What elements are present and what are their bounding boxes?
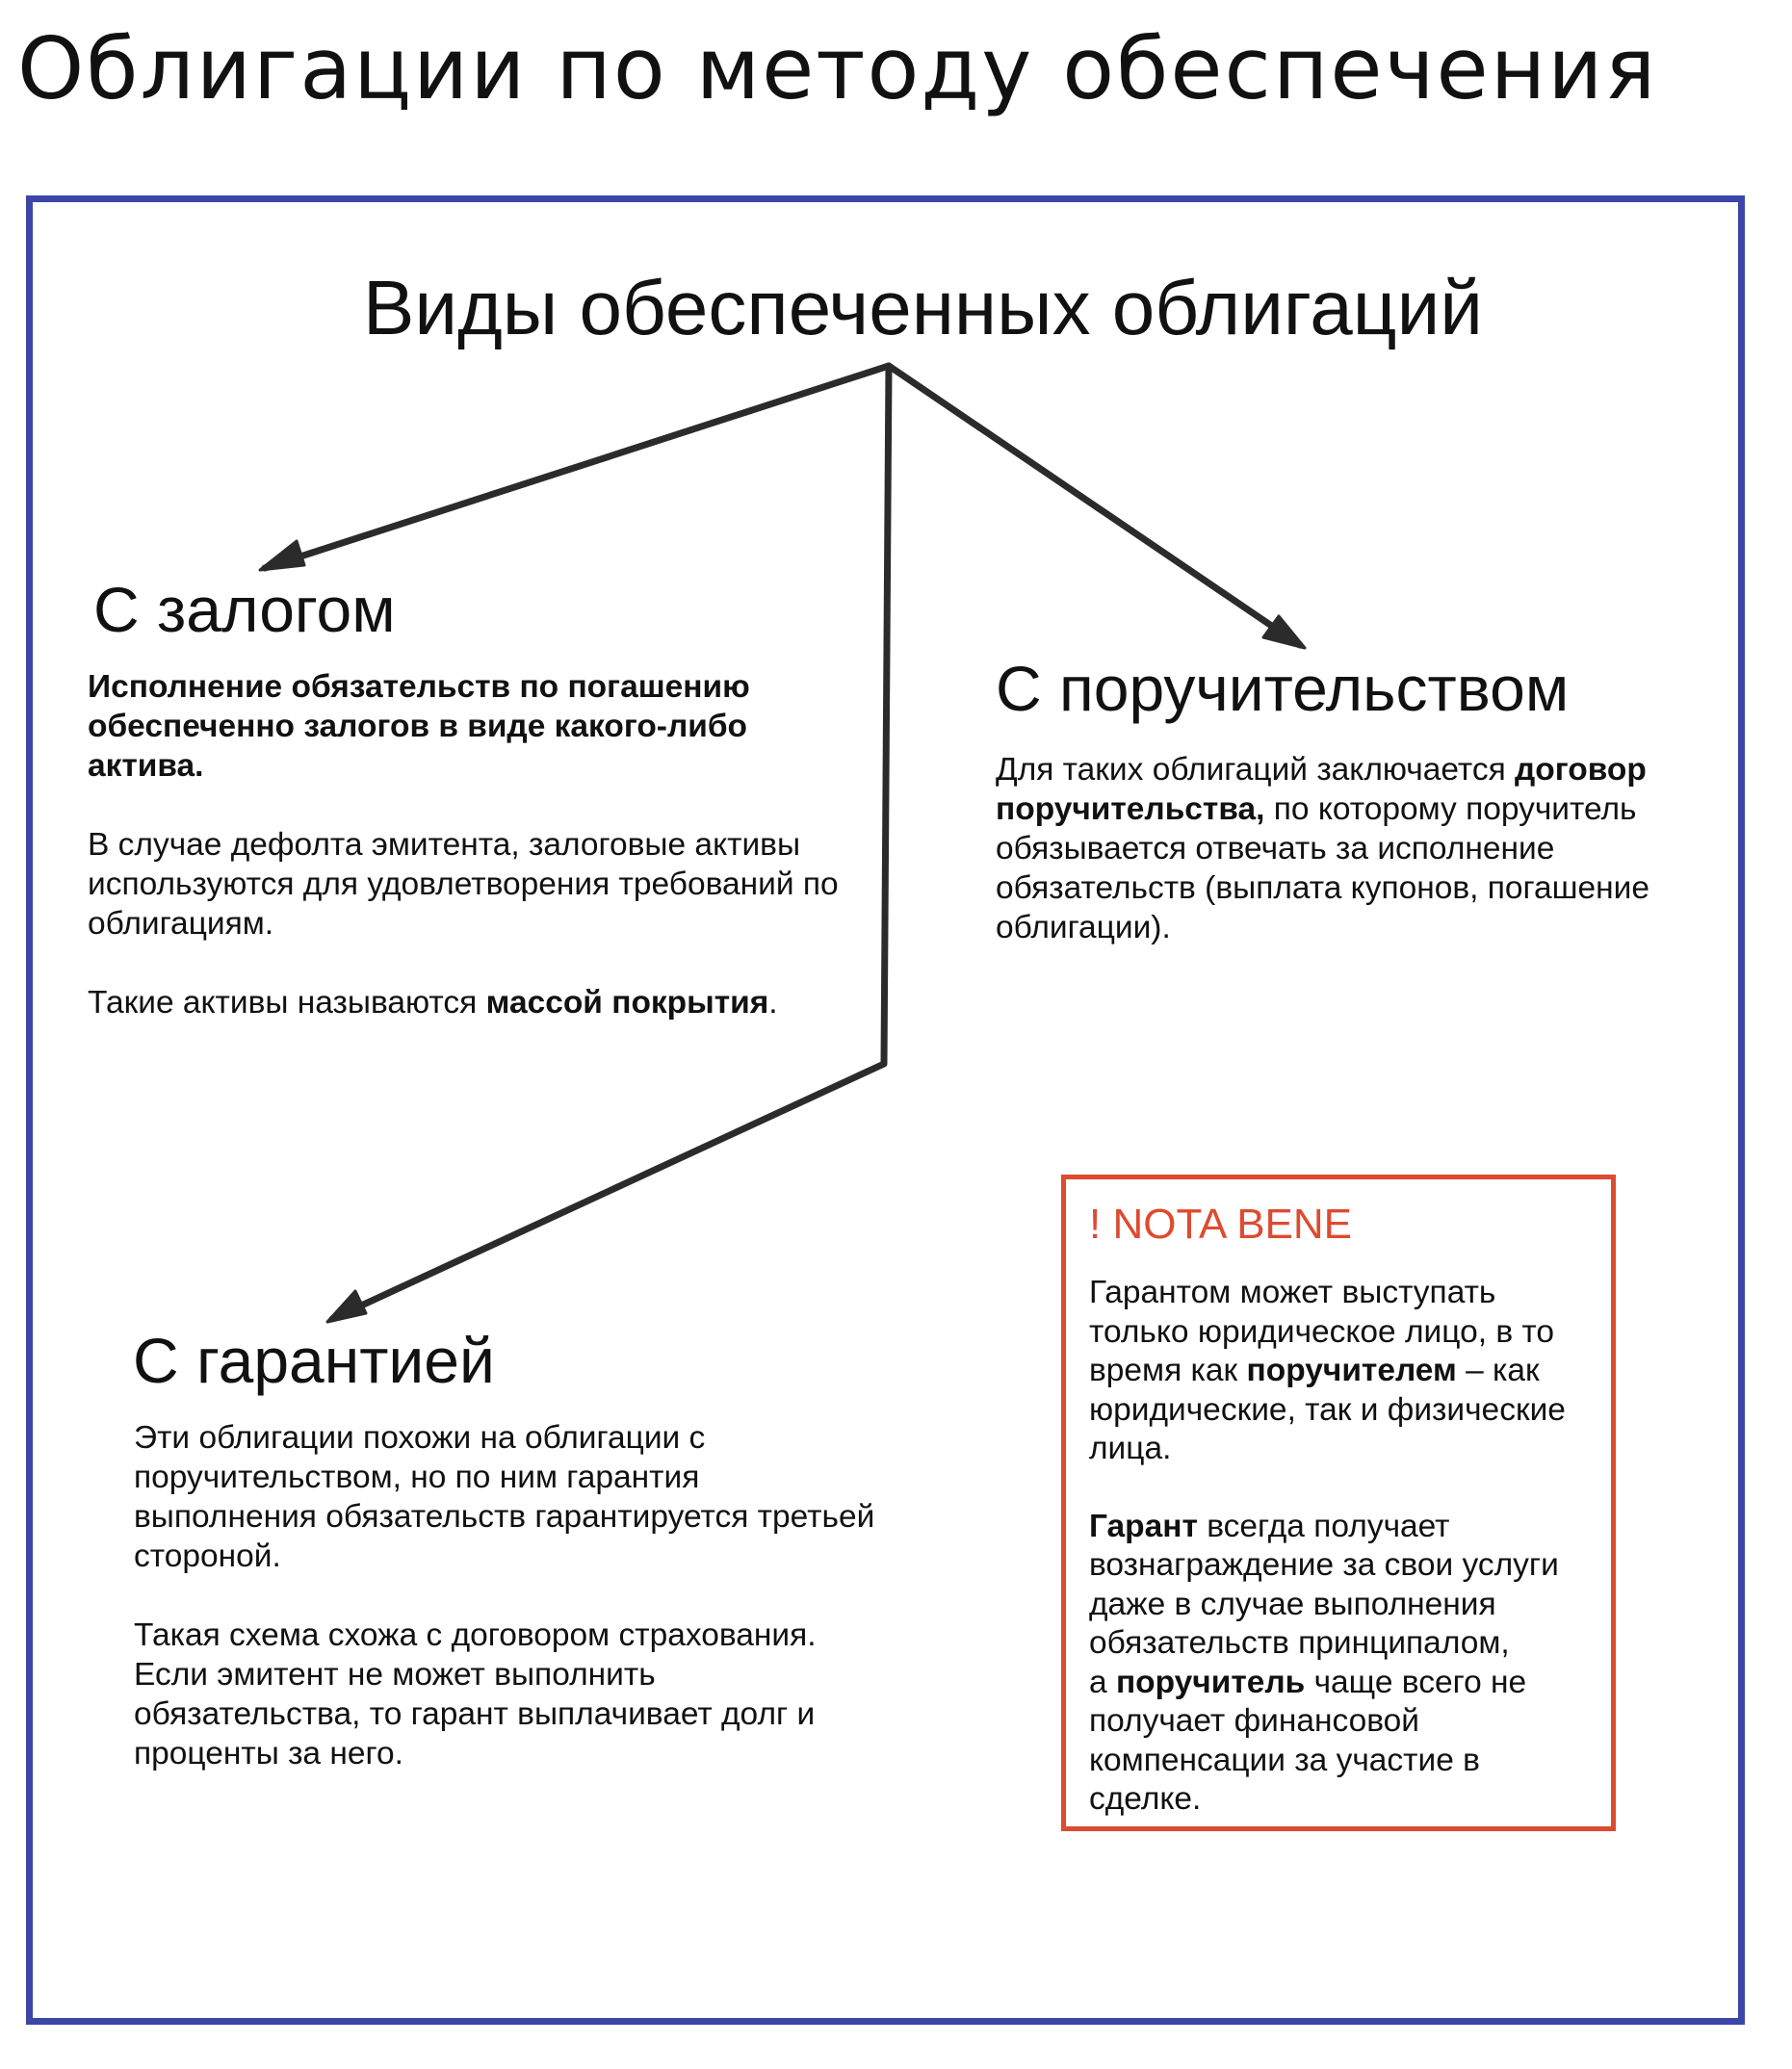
guarantee-title: С гарантией (133, 1325, 495, 1396)
surety-title: С поручительством (996, 653, 1570, 724)
guarantee-paragraph-1: Эти облигации похожи на облигации с поручительством, но по ним гарантия выполнения обязательств гарантируется третьей стороной. (134, 1420, 875, 1574)
arrowhead-guarantee (327, 1291, 366, 1322)
arrow-to-collateral (265, 366, 889, 568)
surety-paragraph-1: Для таких облигаций заключается договор поручительства, по которому поручитель обязывается отвечать за исполнение обязательств (выплата купонов, погашение облигации). (996, 752, 1650, 945)
nota-bene-paragraph-2: Гарант всегда получает вознаграждение за свои услуги даже в случае выполнения обязательств принципалом, а поручитель чаще всего не получает финансовой компенсации за участие в сделке. (1089, 1508, 1559, 1817)
arrow-to-surety (889, 366, 1300, 645)
nota-bene-box (1061, 1175, 1616, 1831)
collateral-paragraph-1 (88, 667, 848, 786)
collateral-title: С залогом (93, 574, 396, 645)
guarantee-paragraph-2: Такая схема схожа с договором страхования. Если эмитент не может выполнить обязательства, то гарант выплачивает долг и проценты за него. (134, 1617, 817, 1772)
collateral-paragraph-3: Такие активы называются массой покрытия. (88, 985, 778, 1021)
surety-description (996, 750, 1703, 947)
nota-bene-title: ! NOTA BENE (1089, 1201, 1353, 1248)
collateral-definition: Исполнение обязательств по погашению обеспеченно залогов в виде какого-либо актива. (88, 669, 750, 784)
collateral-description (88, 667, 848, 1022)
guarantee-description (134, 1418, 885, 1773)
cover-pool-term: массой покрытия (485, 985, 769, 1021)
root-title: Виды обеспеченных облигаций (363, 265, 1483, 350)
nota-bene-text (1089, 1274, 1590, 1820)
arrowhead-collateral (260, 541, 304, 570)
collateral-paragraph-2: В случае дефолта эмитента, залоговые активы используются для удовлетворения требований по облигациям. (88, 827, 839, 942)
nota-bene-paragraph-1: Гарантом может выступать только юридическое лицо, в то время как поручителем – как юридические, так и физические лица. (1089, 1275, 1566, 1466)
page-title: Облигации по методу обеспечения (17, 19, 1658, 118)
surety-contract-term: договор поручительства, (996, 752, 1647, 827)
